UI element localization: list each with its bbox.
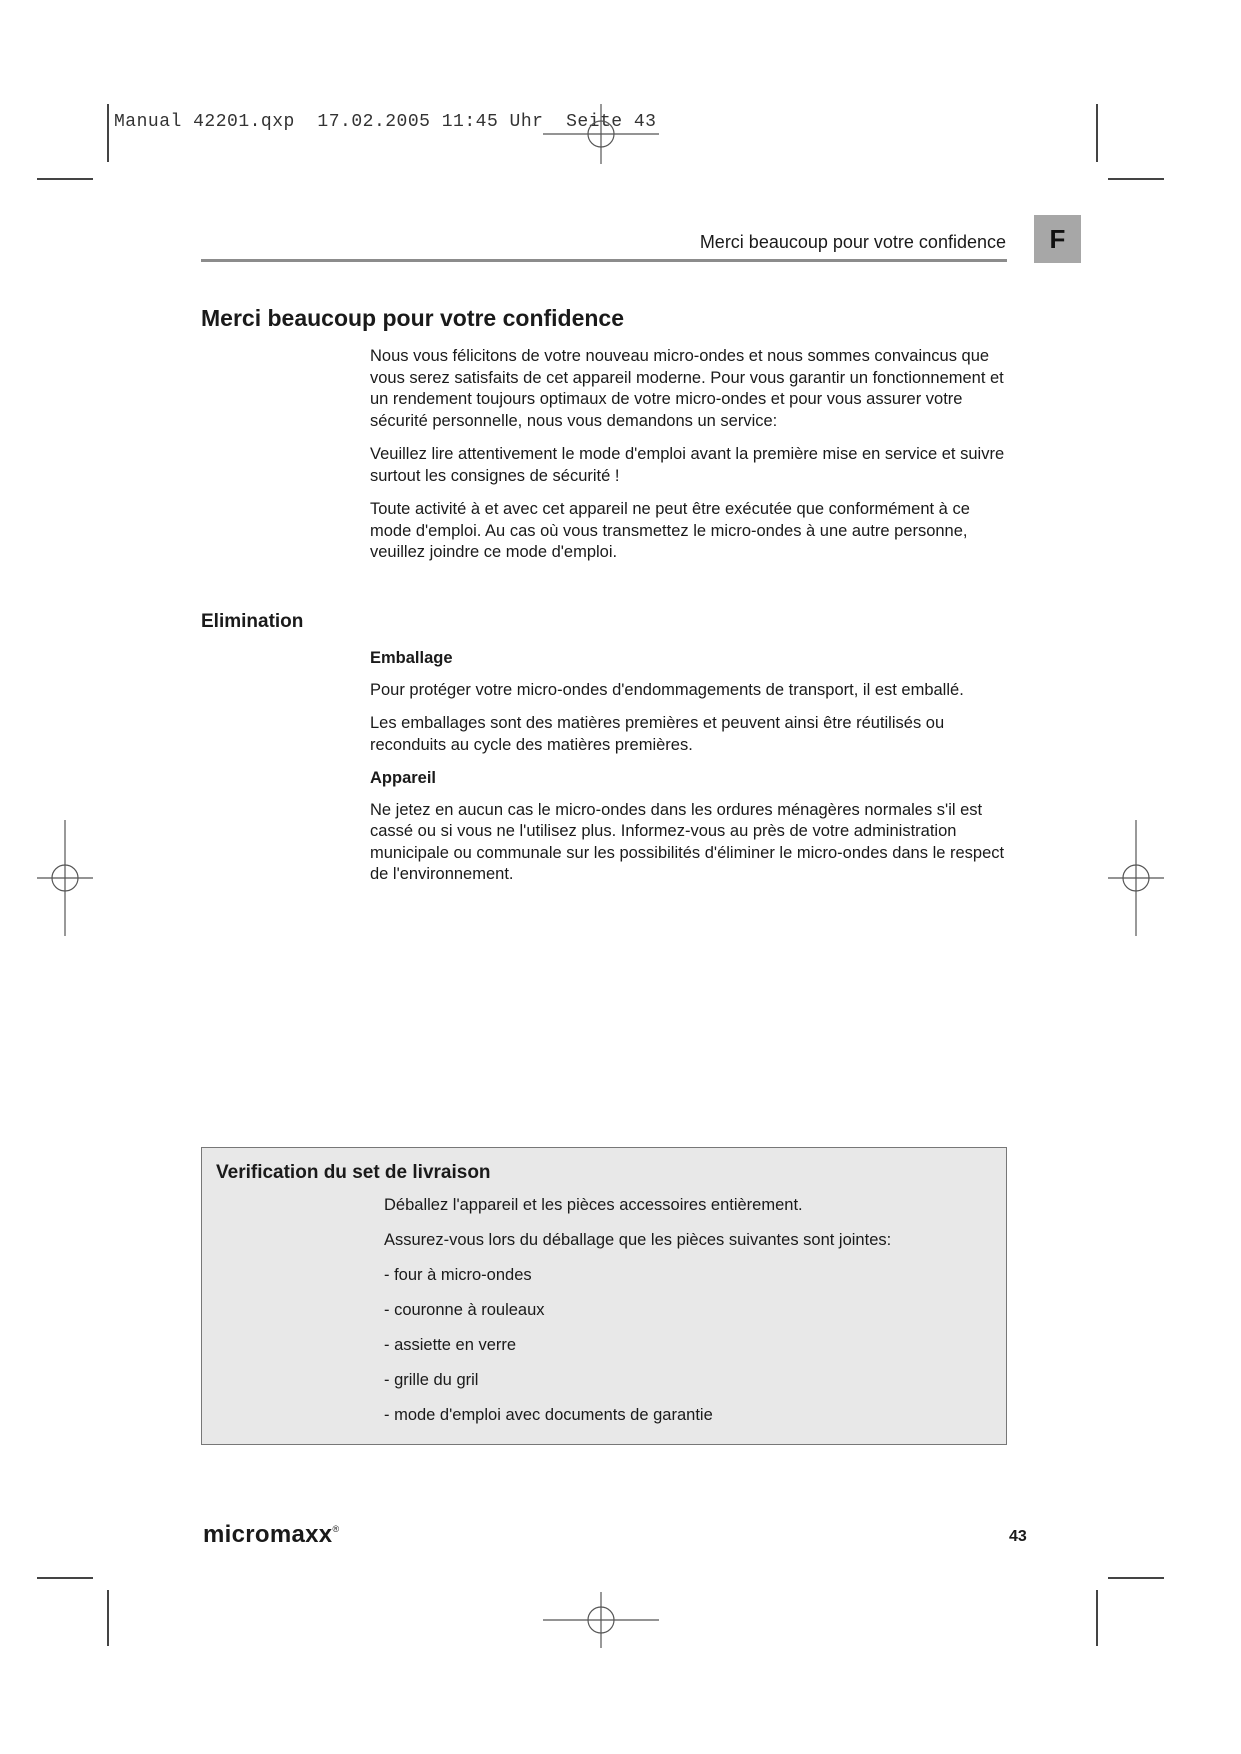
- verification-box: [201, 1147, 1007, 1445]
- page-number: 43: [1009, 1528, 1027, 1545]
- crop-mark-bottom-left-vertical: [107, 1590, 109, 1646]
- registration-mark-left-icon: [37, 820, 93, 936]
- intro-column: [370, 346, 1010, 576]
- crop-mark-bottom-right-horizontal: [1108, 1577, 1164, 1579]
- elimination-heading: Elimination: [201, 611, 304, 632]
- registered-mark: ®: [332, 1524, 340, 1534]
- crop-mark-bottom-right-vertical: [1096, 1590, 1098, 1646]
- crop-mark-top-right-horizontal: [1108, 178, 1164, 180]
- intro-paragraph: Nous vous félicitons de votre nouveau micro-ondes et nous sommes convaincus que vous serez satisfaits de cet appareil moderne. Pour vous garantir un fonctionnement et un rendement toujours optimaux de votre micro-ondes et pour vous assurer votre sécurité personnelle, nous vous demandons un service:: [370, 347, 1004, 430]
- intro-paragraph: Veuillez lire attentivement le mode d'emploi avant la première mise en service et suivre surtout les consignes de sécurité !: [370, 445, 1005, 485]
- registration-mark-bottom-icon: [543, 1592, 659, 1648]
- appareil-paragraph: Ne jetez en aucun cas le micro-ondes dans les ordures ménagères normales s'il est cassé ou si vous ne l'utilisez plus. Informez-vous au près de votre administration municipale ou communale sur les possibilités d'éliminer le micro-ondes dans le respect de l'environnement.: [370, 800, 1005, 883]
- appareil-heading: Appareil: [370, 769, 437, 787]
- brand-logo: [203, 1521, 339, 1549]
- page-title: Merci beaucoup pour votre confidence: [201, 305, 625, 331]
- crop-mark-bottom-left-horizontal: [37, 1577, 93, 1579]
- crop-mark-top-left-horizontal: [37, 178, 93, 180]
- crop-mark-top-left-vertical: [107, 104, 109, 162]
- verification-box-body: [384, 1195, 984, 1440]
- list-item: - mode d'emploi avec documents de garantie: [384, 1406, 713, 1424]
- list-item: - assiette en verre: [384, 1336, 517, 1354]
- registration-mark-right-icon: [1108, 820, 1164, 936]
- emballage-paragraph: Les emballages sont des matières premières et peuvent ainsi être réutilisés ou reconduits au cycle des matières premières.: [370, 714, 945, 754]
- registration-mark-top-icon: [543, 104, 659, 164]
- language-tab: F: [1034, 215, 1081, 263]
- crop-mark-top-right-vertical: [1096, 104, 1098, 162]
- emballage-paragraph: Pour protéger votre micro-ondes d'endommagements de transport, il est emballé.: [370, 680, 964, 699]
- list-item: - grille du gril: [384, 1371, 479, 1389]
- verification-line: Déballez l'appareil et les pièces accessoires entièrement.: [384, 1196, 803, 1214]
- verification-line: Assurez-vous lors du déballage que les pièces suivantes sont jointes:: [384, 1231, 892, 1249]
- list-item: - couronne à rouleaux: [384, 1301, 545, 1319]
- verification-box-title: Verification du set de livraison: [216, 1162, 491, 1183]
- list-item: - four à micro-ondes: [384, 1266, 532, 1284]
- emballage-heading: Emballage: [370, 649, 453, 667]
- header-rule: [201, 259, 1007, 262]
- running-header-title: Merci beaucoup pour votre confidence: [699, 232, 1006, 252]
- intro-paragraph: Toute activité à et avec cet appareil ne peut être exécutée que conformément à ce mode d'emploi. Au cas où vous transmettez le micro-ondes à une autre personne, veuillez joindre ce mode d'emploi.: [370, 500, 970, 561]
- print-slug-line: Manual 42201.qxp 17.02.2005 11:45 Uhr Seite 43: [114, 112, 657, 132]
- brand-name: micromaxx: [203, 1521, 333, 1548]
- elimination-column: [370, 648, 1010, 898]
